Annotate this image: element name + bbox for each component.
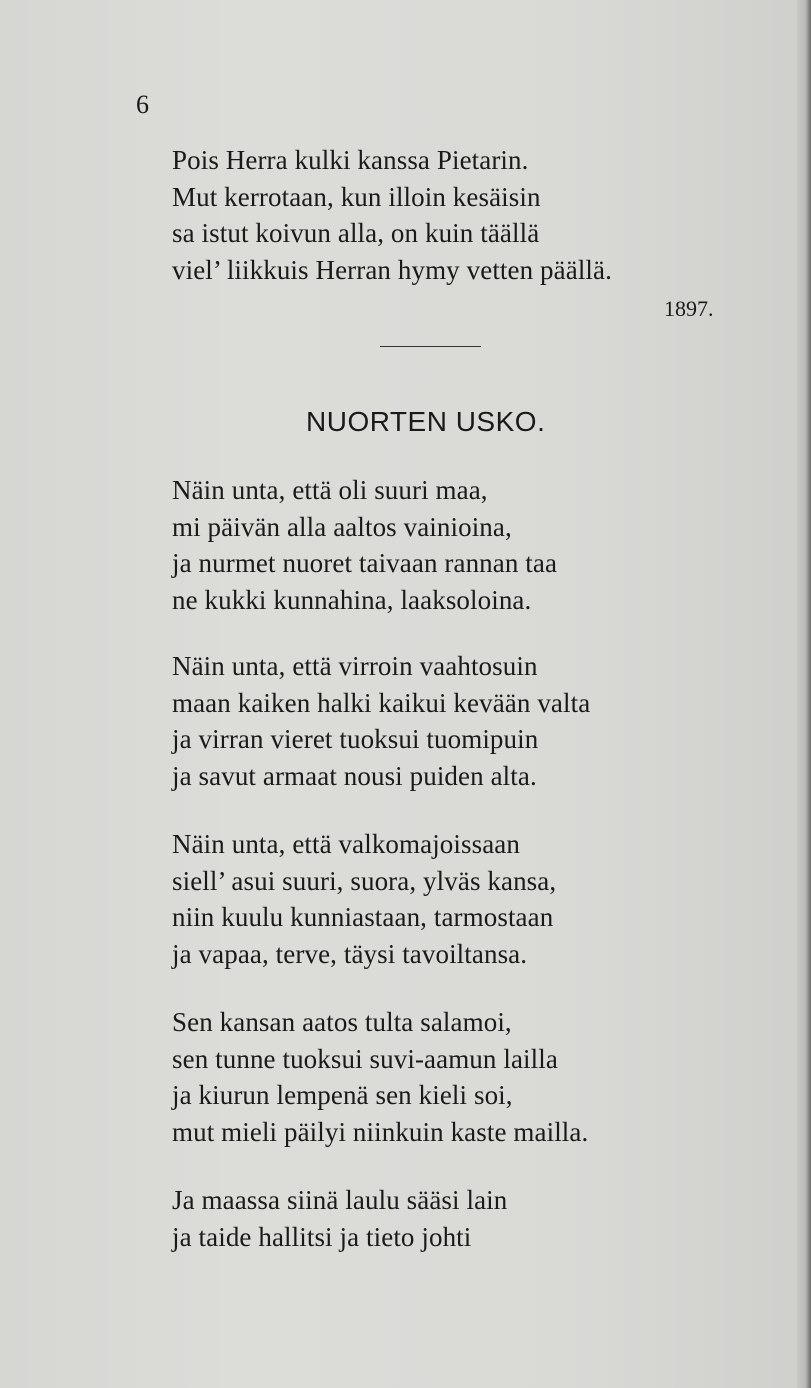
- stanza-4: [172, 1004, 588, 1150]
- page-edge-shadow: [797, 0, 811, 1388]
- poem-line: ne kukki kunnahina, laaksoloina.: [172, 584, 532, 615]
- stanza-1: [172, 472, 557, 618]
- poem-date: 1897.: [664, 296, 714, 321]
- poem-line: Näin unta, että virroin vaahtosuin: [172, 651, 538, 681]
- poem-line: niin kuulu kunniastaan, tarmostaan: [172, 902, 554, 932]
- poem-line: ja savut armaat nousi puiden alta.: [172, 760, 537, 791]
- poem-line: sa istut koivun alla, on kuin täällä: [172, 218, 540, 248]
- poem-line: viel’ liikkuis Herran hymy vetten päällä.: [172, 254, 612, 285]
- poem-line: ja kiurun lempenä sen kieli soi,: [172, 1080, 513, 1110]
- poem-line: ja vapaa, terve, täysi tavoiltansa.: [172, 938, 528, 969]
- poem-line: Näin unta, että valkomajoissaan: [172, 829, 520, 859]
- poem-line: sen tunne tuoksui suvi-aamun lailla: [172, 1043, 558, 1074]
- poem-line: Mut kerrotaan, kun illoin kesäisin: [172, 181, 541, 212]
- poem-line: Ja maassa siinä laulu sääsi lain: [172, 1185, 508, 1215]
- stanza-2: [172, 648, 590, 794]
- poem-line: Näin unta, että oli suuri maa,: [172, 475, 488, 505]
- poem1-ending-stanza: [172, 142, 612, 288]
- poem-line: mut mieli päilyi niinkuin kaste mailla.: [172, 1116, 589, 1147]
- stanza-3: [172, 826, 556, 972]
- poem-line: mi päivän alla aaltos vainioina,: [172, 511, 512, 542]
- section-divider: [380, 346, 481, 347]
- poem-line: Sen kansan aatos tulta salamoi,: [172, 1007, 512, 1037]
- poem-title: NUORTEN USKO.: [306, 406, 546, 437]
- poem-line: ja virran vieret tuoksui tuomipuin: [172, 724, 539, 754]
- poem-line: maan kaiken halki kaikui kevään valta: [172, 687, 591, 718]
- poem-line: ja taide hallitsi ja tieto johti: [172, 1221, 472, 1252]
- page-number: 6: [136, 90, 149, 119]
- poem-line: Pois Herra kulki kanssa Pietarin.: [172, 145, 529, 175]
- stanza-5: [172, 1182, 507, 1255]
- poem-line: siell’ asui suuri, suora, ylväs kansa,: [172, 865, 557, 896]
- poem-line: ja nurmet nuoret taivaan rannan taa: [172, 548, 558, 578]
